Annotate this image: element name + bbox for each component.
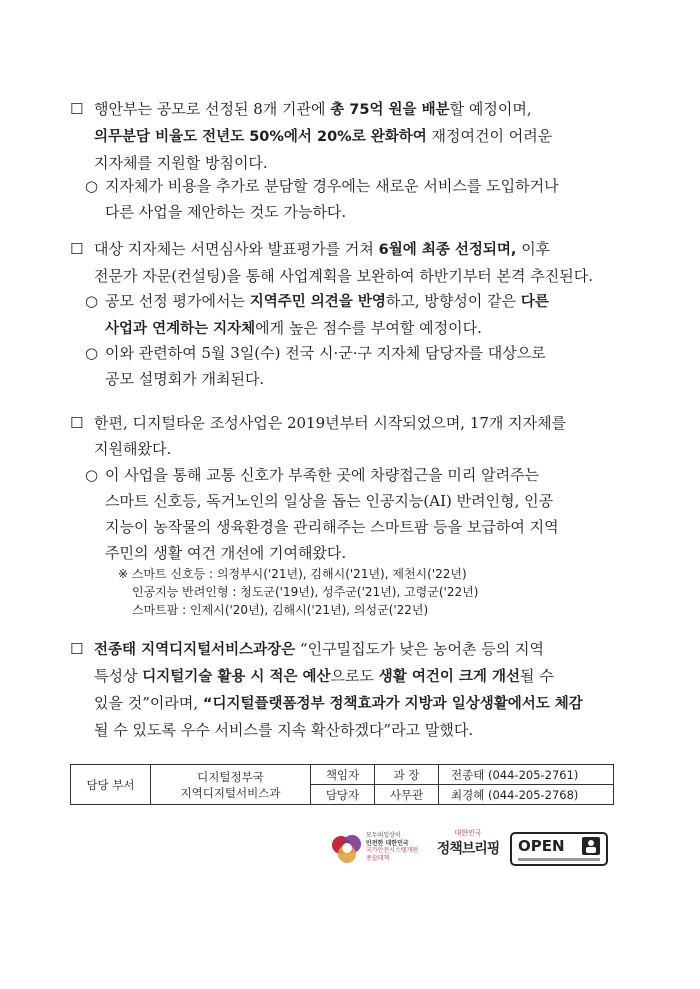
circle-bullet: ○	[85, 177, 99, 195]
section-quote	[70, 636, 630, 743]
text-line: ○ 이 사업을 통해 교통 신호가 부족한 곳에 차량접근을 미리 알려주는	[85, 462, 630, 488]
text-line: 전문가 자문(컨설팅)을 통해 사업계획을 보완하여 하반기부터 본격 추진된다.	[94, 267, 594, 285]
subsection-briefing	[85, 340, 630, 392]
dept-name-cell: 디지털정부국 지역디지털서비스과	[151, 765, 311, 805]
title-cell: 사무관	[375, 785, 439, 805]
footer-logos	[330, 828, 630, 868]
text-line: 스마트 신호등, 독거노인의 일상을 돕는 인공지능(AI) 반려인형, 인공	[105, 492, 554, 510]
text-line: 지능이 농작물의 생육환경을 관리해주는 스마트팜 등을 보급하여 지역	[105, 518, 559, 536]
text-line: 주민의 생활 여건 개선에 기여해왔다.	[105, 544, 347, 562]
title-cell: 과 장	[375, 765, 439, 785]
text-line: 사업과 연계하는 지자체에게 높은 점수를 부여할 예정이다.	[105, 319, 482, 337]
section-history	[70, 410, 630, 462]
text-line: ○ 공모 선정 평가에서는 지역주민 의견을 반영하고, 방향성이 같은 다른	[85, 288, 630, 315]
contact-table	[70, 764, 614, 805]
section-budget	[70, 96, 630, 176]
subsection-achievements	[85, 462, 630, 566]
text-line: ○ 이와 관련하여 5월 3일(수) 전국 시·군·구 지자체 담당자를 대상으로	[85, 340, 630, 366]
safety-emblem-icon	[330, 832, 364, 866]
circle-bullet: ○	[85, 292, 99, 310]
text-line: ○ 지자체가 비용을 추가로 분담할 경우에는 새로운 서비스를 도입하거나	[85, 173, 630, 199]
text-line: ☐ 한편, 디지털타운 조성사업은 2019년부터 시작되었으며, 17개 지자체를	[70, 410, 630, 436]
text-line: ☐ 대상 지자체는 서면심사와 발표평가를 거쳐 6월에 최종 선정되며, 이후	[70, 236, 630, 263]
role-cell: 담당자	[311, 785, 375, 805]
section-selection	[70, 236, 630, 289]
note-line: 인공지능 반려인형 : 청도군('19년), 성주군('21년), 고령군('22년)	[132, 585, 479, 599]
text-line: ☐ 전종태 지역디지털서비스과장은 “인구밀집도가 낮은 농어촌 등의 지역	[70, 636, 630, 663]
open-license-logo: OPEN	[510, 832, 608, 866]
person-cell: 전종태 (044-205-2761)	[439, 765, 614, 785]
safety-korea-logo: 모두의일상이 안전한 대한민국 국가안전시스템개편 종합대책	[330, 832, 430, 866]
note-line: ※ 스마트 신호등 : 의정부시('21년), 김해시('21년), 제천시('22년)	[118, 567, 467, 581]
text-line: 의무분담 비율도 전년도 50%에서 20%로 완화하여 재정여건이 어려운	[94, 127, 553, 145]
footnote-examples	[118, 565, 478, 619]
text-line: 지자체를 지원할 방침이다.	[94, 154, 268, 172]
dept-label-cell: 담당 부서	[71, 765, 151, 805]
text-line: 될 수 있도록 우수 서비스를 지속 확산하겠다”라고 말했다.	[94, 721, 474, 739]
square-bullet: ☐	[70, 640, 84, 658]
text-line: ☐ 행안부는 공모로 선정된 8개 기관에 총 75억 원을 배분할 예정이며,	[70, 96, 630, 123]
circle-bullet: ○	[85, 344, 99, 362]
policy-briefing-logo: 대한민국 정책브리핑	[436, 829, 500, 857]
text-line: 다른 사업을 제안하는 것도 가능하다.	[105, 203, 347, 221]
subsection-evaluation	[85, 288, 630, 342]
person-cell: 최경혜 (044-205-2768)	[439, 785, 614, 805]
person-icon	[582, 837, 600, 855]
circle-bullet: ○	[85, 466, 99, 484]
text-line: 있을 것”이라며, “디지털플랫폼정부 정책효과가 지방과 일상생활에서도 체감	[94, 694, 583, 712]
note-line: 스마트팜 : 인제시('20년), 김해시('21년), 의성군('22년)	[132, 603, 429, 617]
role-cell: 책임자	[311, 765, 375, 785]
subsection-cost-sharing	[85, 173, 630, 225]
text-line: 지원해왔다.	[94, 440, 172, 458]
square-bullet: ☐	[70, 240, 84, 258]
square-bullet: ☐	[70, 100, 84, 118]
square-bullet: ☐	[70, 414, 84, 432]
text-line: 특성상 디지털기술 활용 시 적은 예산으로도 생활 여건이 크게 개선될 수	[94, 667, 554, 685]
text-line: 공모 설명회가 개최된다.	[105, 370, 265, 388]
